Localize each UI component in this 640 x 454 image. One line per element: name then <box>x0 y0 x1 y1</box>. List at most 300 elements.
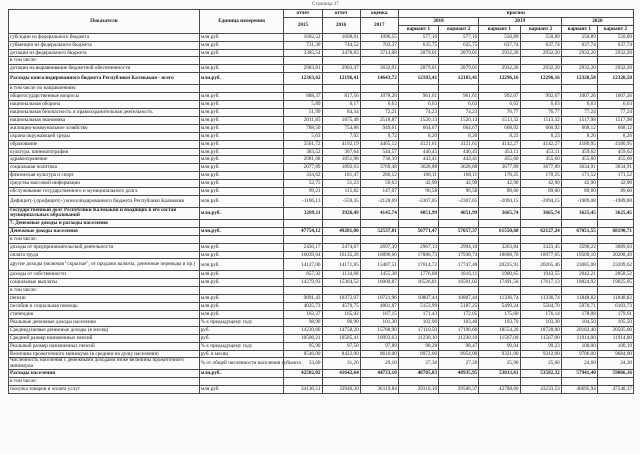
value-cell <box>520 378 561 386</box>
value-cell: 42,90 <box>439 180 479 188</box>
value-cell: 36119,84 <box>360 386 398 394</box>
value-cell: 3263,84 <box>479 243 520 251</box>
value-cell: 34130,51 <box>284 386 322 394</box>
value-cell: 115,82 <box>322 188 360 196</box>
value-cell: 31,20 <box>322 358 360 370</box>
value-cell: 1892,63 <box>322 164 360 172</box>
row-label: 7. Денежные доходы и расходы населения <box>9 219 200 227</box>
value-cell: 4142,27 <box>479 140 520 148</box>
value-cell: 42788,60 <box>479 386 520 394</box>
value-cell: 3714,08 <box>360 49 398 57</box>
value-cell: 2077,89 <box>284 164 322 172</box>
table-row <box>9 370 634 378</box>
value-cell: 171,43 <box>398 311 438 319</box>
row-unit: млн.руб. <box>199 271 284 279</box>
value-cell: 550,89 <box>479 33 520 41</box>
value-cell: 18554,20 <box>479 326 520 334</box>
row-label: средства массовой информации <box>9 180 200 188</box>
value-cell: 10993,03 <box>360 334 398 342</box>
value-cell: 29,10 <box>360 358 398 370</box>
table-row <box>9 195 634 207</box>
value-cell: 51,99 <box>284 108 322 116</box>
row-label: физическая культура и спорт <box>9 172 200 180</box>
value-cell: 9684,00 <box>597 350 633 358</box>
row-unit: млн.руб. <box>199 311 284 319</box>
value-cell: 8954,00 <box>439 350 479 358</box>
value-cell: 47754,12 <box>284 227 322 235</box>
value-cell: 8972,00 <box>398 350 438 358</box>
value-cell <box>284 219 322 227</box>
value-cell: 6103,73 <box>597 303 633 311</box>
table-row <box>9 148 634 156</box>
value-cell: 4121,61 <box>439 140 479 148</box>
row-unit: % к предыдущему году <box>199 342 284 350</box>
row-label: пенсии <box>9 295 200 303</box>
value-cell: 14171,85 <box>322 259 360 271</box>
value-cell: 1517,98 <box>561 116 597 124</box>
table-row <box>9 33 634 41</box>
value-cell <box>284 378 322 386</box>
value-cell: 5,63 <box>284 132 322 140</box>
value-cell: 52537,81 <box>360 227 398 235</box>
value-cell: 4051,99 <box>439 207 479 219</box>
table-row <box>9 49 634 57</box>
value-cell: 20225,93 <box>479 259 520 271</box>
value-cell: 12320,58 <box>561 73 597 85</box>
value-cell: 99,23 <box>520 342 561 350</box>
value-cell <box>561 287 597 295</box>
value-cell: 10807,44 <box>439 295 479 303</box>
row-unit <box>199 287 284 295</box>
value-cell: 96,90 <box>322 318 360 326</box>
value-cell <box>597 219 633 227</box>
value-cell: 10721,96 <box>360 295 398 303</box>
value-cell <box>479 287 520 295</box>
table-row <box>9 172 634 180</box>
row-unit: руб. в месяц <box>199 350 284 358</box>
value-cell <box>597 85 633 93</box>
value-cell: 12296,16 <box>520 73 561 85</box>
value-cell: 788,50 <box>284 124 322 132</box>
table-row <box>9 386 634 394</box>
value-cell: 6,63 <box>479 101 520 109</box>
value-cell: 172,05 <box>439 311 479 319</box>
row-label: национальная безопасность и правоохранительная деятельность <box>9 108 200 116</box>
value-cell: 2042,21 <box>561 271 597 279</box>
row-label: в том числе: <box>9 378 200 386</box>
value-cell <box>561 219 597 227</box>
value-cell: 754,88 <box>322 124 360 132</box>
table-row <box>9 311 634 319</box>
value-cell: 1007,26 <box>561 93 597 101</box>
value-cell: 1851,98 <box>322 156 360 164</box>
value-cell: 11336,74 <box>520 295 561 303</box>
value-cell: 61550,68 <box>479 227 520 235</box>
value-cell: 16000,87 <box>360 279 398 287</box>
row-unit: млн.руб. <box>199 124 284 132</box>
value-cell: 11230,10 <box>398 334 438 342</box>
value-cell: 59,63 <box>360 180 398 188</box>
value-cell: 3926,49 <box>322 207 360 219</box>
value-cell: 5153,99 <box>398 303 438 311</box>
value-cell: 577,16 <box>439 33 479 41</box>
value-cell: 42,90 <box>597 180 633 188</box>
value-cell: 6,63 <box>561 101 597 109</box>
header-variant-1: вариант 1 <box>561 25 597 33</box>
value-cell: 443,41 <box>398 156 438 164</box>
value-cell: 4801,87 <box>360 303 398 311</box>
row-unit: % от общей численности населения субъекта <box>199 358 284 370</box>
value-cell: 11230,10 <box>439 334 479 342</box>
row-label: Численность населения с денежными доходами ниже величины прожиточного минимума <box>9 358 200 370</box>
value-cell: 2879,01 <box>439 65 479 73</box>
value-cell: 2879,01 <box>398 49 438 57</box>
value-cell <box>597 287 633 295</box>
value-cell: 17747,40 <box>439 259 479 271</box>
value-cell: 3634,91 <box>597 164 633 172</box>
value-cell: 99,21 <box>284 188 322 196</box>
value-cell: 53013,61 <box>479 370 520 378</box>
value-cell: 6,63 <box>597 101 633 109</box>
value-cell: 179,61 <box>597 311 633 319</box>
value-cell: 162,37 <box>284 311 322 319</box>
value-cell <box>479 85 520 93</box>
value-cell: 443,41 <box>439 156 479 164</box>
row-label: дотации из федерального бюджета <box>9 49 200 57</box>
value-cell: 77,24 <box>561 108 597 116</box>
row-unit: млн.руб. <box>199 172 284 180</box>
value-cell: 8,20 <box>439 132 479 140</box>
table-header <box>9 10 634 34</box>
row-label: Денежные доходы населения <box>9 227 200 235</box>
value-cell: 46695,94 <box>561 386 597 394</box>
value-cell: 170,25 <box>479 172 520 180</box>
row-label: Государственный долг Республики Калмыкия и входящих в его состав муниципальных образований <box>9 207 200 219</box>
value-cell: -2094,15 <box>479 195 520 207</box>
value-cell <box>360 219 398 227</box>
value-cell: 4180,95 <box>561 140 597 148</box>
value-cell: 1602,52 <box>284 33 322 41</box>
value-cell: 2932,20 <box>479 65 520 73</box>
table-row <box>9 318 634 326</box>
value-cell: 3590,22 <box>561 243 597 251</box>
row-unit: млн.руб. <box>199 303 284 311</box>
value-cell: 18728,00 <box>520 326 561 334</box>
value-cell: 992,67 <box>479 93 520 101</box>
value-cell: 446,45 <box>439 148 479 156</box>
row-label: Реальные денежные доходы населения <box>9 318 200 326</box>
value-cell: 453,11 <box>479 148 520 156</box>
value-cell <box>322 378 360 386</box>
value-cell: 459,62 <box>597 148 633 156</box>
value-cell: 33946,30 <box>322 386 360 394</box>
value-cell <box>479 378 520 386</box>
value-cell: 3665,74 <box>479 207 520 219</box>
value-cell: 99,04 <box>479 342 520 350</box>
row-label: общегосударственные вопросы <box>9 93 200 101</box>
header-unit: Единица измерения <box>199 10 284 34</box>
value-cell: 89,60 <box>597 188 633 196</box>
value-cell: 16591,02 <box>439 279 479 287</box>
value-cell: 4180,95 <box>597 140 633 148</box>
value-cell: 53582,32 <box>520 370 561 378</box>
value-cell: 637,74 <box>479 41 520 49</box>
value-cell: 104,50 <box>561 318 597 326</box>
value-cell: 72,21 <box>360 108 398 116</box>
value-cell: 10585,41 <box>322 334 360 342</box>
value-cell: 74,23 <box>398 108 438 116</box>
row-unit <box>199 378 284 386</box>
value-cell: 103,40 <box>439 318 479 326</box>
row-unit: млн.руб. <box>199 101 284 109</box>
value-cell: 16039,64 <box>284 251 322 259</box>
value-cell: -2307,05 <box>398 195 438 207</box>
value-cell: 20505,00 <box>597 326 633 334</box>
value-cell: 10372,07 <box>322 295 360 303</box>
value-cell: 1900,65 <box>479 271 520 279</box>
value-cell <box>439 57 479 65</box>
value-cell: 27,20 <box>439 358 479 370</box>
value-cell: 100,19 <box>597 342 633 350</box>
row-unit: млн.руб. <box>199 195 284 207</box>
value-cell: 3689,03 <box>597 243 633 251</box>
value-cell: 736,39 <box>360 156 398 164</box>
value-cell: 11914,00 <box>597 334 633 342</box>
value-cell <box>439 219 479 227</box>
value-cell <box>398 57 438 65</box>
value-cell: 97,50 <box>322 342 360 350</box>
value-cell: 42502,02 <box>284 370 322 378</box>
value-cell <box>398 219 438 227</box>
value-cell: 8,23 <box>479 132 520 140</box>
value-cell <box>284 57 322 65</box>
table-row <box>9 326 634 334</box>
value-cell: 660,92 <box>520 124 561 132</box>
value-cell <box>597 235 633 243</box>
table-row <box>9 251 634 259</box>
table-row <box>9 65 634 73</box>
value-cell: 68190,71 <box>597 227 633 235</box>
value-cell: 383,52 <box>284 148 322 156</box>
value-cell: 10506,21 <box>284 334 322 342</box>
value-cell: -2128,69 <box>360 195 398 207</box>
row-unit: млн.руб. <box>199 188 284 196</box>
value-cell: 2932,20 <box>561 65 597 73</box>
value-cell: 178,08 <box>561 311 597 319</box>
row-label: в том числе по направлениям: <box>9 85 200 93</box>
value-cell: 2932,20 <box>520 65 561 73</box>
value-cell: 888,37 <box>284 93 322 101</box>
value-cell: 102,90 <box>398 318 438 326</box>
table-row <box>9 243 634 251</box>
header-indicator: Показатели <box>9 10 200 34</box>
value-cell: 635,75 <box>439 41 479 49</box>
table-row <box>9 132 634 140</box>
table-row <box>9 334 634 342</box>
value-cell: 3289,11 <box>284 207 322 219</box>
value-cell: 731,30 <box>284 41 322 49</box>
table-row <box>9 235 634 243</box>
value-cell: 857,32 <box>284 271 322 279</box>
row-label: национальная экономика <box>9 116 200 124</box>
value-cell: 17491,56 <box>479 279 520 287</box>
value-cell: 961,61 <box>398 93 438 101</box>
value-cell: 4192,19 <box>322 140 360 148</box>
value-cell: 12320,58 <box>597 73 633 85</box>
value-cell: 3625,45 <box>597 207 633 219</box>
value-cell: 9891,43 <box>284 295 322 303</box>
header-report-2015: отчет <box>284 10 322 18</box>
row-label: в том числе: <box>9 287 200 295</box>
row-unit <box>199 219 284 227</box>
header-year-2020: 2020 <box>561 17 633 25</box>
row-label: субсидии из федерального бюджета <box>9 33 200 41</box>
value-cell: 62127,24 <box>520 227 561 235</box>
value-cell: 98,28 <box>398 342 438 350</box>
value-cell: 1078,28 <box>360 93 398 101</box>
value-cell: 89,60 <box>479 188 520 196</box>
value-cell: 1943,55 <box>520 271 561 279</box>
value-cell: 2081,68 <box>284 156 322 164</box>
value-cell: 1134,68 <box>322 271 360 279</box>
value-cell: 4025,73 <box>284 303 322 311</box>
row-label: здравоохранение <box>9 156 200 164</box>
value-cell: 6,17 <box>322 101 360 109</box>
value-cell: 20208,49 <box>597 251 633 259</box>
value-cell: 11567,00 <box>520 334 561 342</box>
value-cell: 2932,20 <box>597 49 633 57</box>
value-cell: 51,23 <box>322 180 360 188</box>
value-cell: 637,74 <box>520 41 561 49</box>
value-cell: 455,60 <box>561 156 597 164</box>
value-cell: 5976,71 <box>561 303 597 311</box>
row-unit: млн.руб. <box>199 49 284 57</box>
row-label: социальные выплаты <box>9 279 200 287</box>
row-label: Расходы консолидированного бюджета Республики Калмыкия - всего <box>9 73 200 85</box>
value-cell: 48705,83 <box>398 370 438 378</box>
value-cell: 42,90 <box>561 180 597 188</box>
value-cell: 744,52 <box>322 41 360 49</box>
value-cell <box>479 219 520 227</box>
value-cell: 286,12 <box>360 172 398 180</box>
row-unit: млн.руб. <box>199 93 284 101</box>
table-row <box>9 164 634 172</box>
row-label: культура, кинематография <box>9 148 200 156</box>
value-cell: 9312,00 <box>520 350 561 358</box>
value-cell: 550,89 <box>561 33 597 41</box>
value-cell: 367,64 <box>322 148 360 156</box>
row-unit: млн.руб. <box>199 164 284 172</box>
value-cell: 4142,27 <box>520 140 561 148</box>
value-cell: 17617,13 <box>520 279 561 287</box>
value-cell: 5,89 <box>284 101 322 109</box>
table-row <box>9 101 634 109</box>
row-unit: млн.руб. <box>199 243 284 251</box>
value-cell: 43233,53 <box>520 386 561 394</box>
value-cell: 105,50 <box>597 318 633 326</box>
value-cell: 24,60 <box>561 358 597 370</box>
value-cell: 20182,40 <box>561 326 597 334</box>
row-label: пособия и социальная помощь <box>9 303 200 311</box>
value-cell: 147,07 <box>360 188 398 196</box>
value-cell: 12363,62 <box>284 73 322 85</box>
row-unit: млн.руб. <box>199 251 284 259</box>
value-cell: 168,11 <box>439 172 479 180</box>
value-cell: 668,12 <box>597 124 633 132</box>
value-cell <box>360 287 398 295</box>
table-row <box>9 358 634 370</box>
value-cell: 48935,95 <box>439 370 479 378</box>
value-cell <box>360 85 398 93</box>
value-cell: 17886,73 <box>398 251 438 259</box>
value-cell: 8546,00 <box>284 350 322 358</box>
value-cell: 6,63 <box>520 101 561 109</box>
value-cell: 455,60 <box>479 156 520 164</box>
value-cell: 1776,08 <box>398 271 438 279</box>
value-cell: 15487,51 <box>360 259 398 271</box>
value-cell: 4051,99 <box>398 207 438 219</box>
header-variant-1: вариант 1 <box>479 25 520 33</box>
value-cell <box>520 85 561 93</box>
header-estimate: оценка <box>360 10 398 18</box>
value-cell: 637,74 <box>561 41 597 49</box>
value-cell: 12196,41 <box>322 73 360 85</box>
value-cell <box>322 85 360 93</box>
table-row <box>9 271 634 279</box>
value-cell: 2011,85 <box>284 116 322 124</box>
value-cell: 5499,24 <box>479 303 520 311</box>
value-cell <box>597 57 633 65</box>
value-cell <box>479 57 520 65</box>
value-cell: 8422,00 <box>322 350 360 358</box>
value-cell: 8,26 <box>561 132 597 140</box>
value-cell: 95,90 <box>284 342 322 350</box>
value-cell: 57941,40 <box>561 370 597 378</box>
value-cell <box>561 378 597 386</box>
header-forecast: прогноз <box>398 10 633 18</box>
row-label: обслуживание государственного и муниципального долга <box>9 188 200 196</box>
row-unit: млн.руб. <box>199 180 284 188</box>
value-cell: 42,90 <box>520 180 561 188</box>
value-cell: 2518,87 <box>360 116 398 124</box>
value-cell <box>284 85 322 93</box>
value-cell: 1513,32 <box>479 116 520 124</box>
value-cell: 49281,00 <box>322 227 360 235</box>
value-cell: 4121,61 <box>398 140 438 148</box>
value-cell: 459,62 <box>561 148 597 156</box>
table-row <box>9 188 634 196</box>
row-label: национальная оборона <box>9 101 200 109</box>
value-cell: 25,60 <box>520 358 561 370</box>
value-cell: 3478,83 <box>322 49 360 57</box>
table-row <box>9 287 634 295</box>
value-cell: 12183,41 <box>439 73 479 85</box>
row-unit: % к предыдущему году <box>199 318 284 326</box>
value-cell: 7,02 <box>322 132 360 140</box>
value-cell <box>322 219 360 227</box>
value-cell: 4465,12 <box>360 140 398 148</box>
value-cell: 14127,06 <box>284 259 322 271</box>
value-cell: 1096,55 <box>360 33 398 41</box>
value-cell: 8,26 <box>597 132 633 140</box>
value-cell: 17614,72 <box>398 259 438 271</box>
value-cell: 2697,39 <box>360 243 398 251</box>
value-cell: 3634,91 <box>561 164 597 172</box>
table-row <box>9 303 634 311</box>
value-cell <box>398 378 438 386</box>
value-cell: 637,74 <box>597 41 633 49</box>
value-cell: 47548,37 <box>597 386 633 394</box>
